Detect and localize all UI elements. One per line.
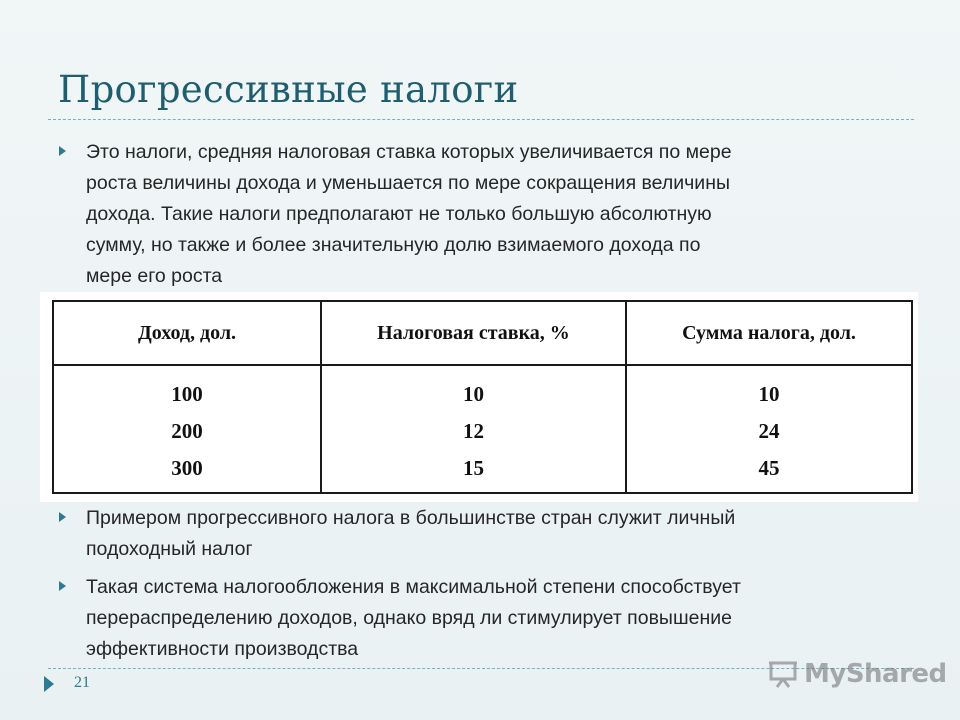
table-header-rate: Налоговая ставка, %: [377, 322, 570, 344]
bullet-line: мере его роста: [86, 265, 223, 287]
bullet-line: Это налоги, средняя налоговая ставка которых увеличивается по мере: [86, 141, 732, 163]
bullet-line: эффективности производства: [86, 638, 359, 660]
table-cell: 300: [171, 456, 203, 480]
watermark-text: MyShared: [804, 659, 947, 689]
table-cell: 12: [463, 419, 484, 443]
presentation-board-icon: [768, 660, 798, 688]
slide-title: Прогрессивные налоги: [58, 68, 519, 111]
bullet-line: Примером прогрессивного налога в большинстве стран служит личный: [86, 507, 736, 529]
watermark-logo: [768, 656, 947, 692]
bullet-arrow-icon: [59, 581, 66, 591]
table-header-income: Доход, дол.: [137, 322, 237, 344]
bullet-text: [86, 572, 912, 665]
bullet-arrow-icon: [59, 512, 66, 522]
bullet-line: сумму, но также и более значительную долю взимаемого дохода по: [86, 234, 701, 256]
bullet-line: дохода. Такие налоги предполагают не только большую абсолютную: [86, 203, 712, 225]
table-panel: [40, 292, 918, 502]
bullet-line: роста величины дохода и уменьшается по мере сокращения величины: [86, 172, 730, 194]
bullet-line: подоходный налог: [86, 538, 253, 560]
bullet-arrow-icon: [59, 146, 66, 156]
table-cell: 10: [758, 382, 780, 406]
bullet-example: [62, 503, 912, 565]
table-cell: 24: [758, 419, 780, 443]
table-cell: 10: [463, 382, 484, 406]
bullet-text: [86, 137, 912, 292]
footer-arrow-icon: [44, 676, 54, 692]
bullet-definition: [62, 137, 912, 292]
table-header-amount: Сумма налога, дол.: [682, 322, 856, 344]
table-cell: 45: [758, 456, 780, 480]
table-header-divider: [54, 364, 911, 366]
bullet-line: Такая система налогообложения в максимальной степени способствует: [86, 576, 741, 598]
bullet-text: [86, 503, 912, 565]
bullet-line: перераспределению доходов, однако вряд ли стимулирует повышение: [86, 607, 732, 629]
table-cell: 200: [171, 419, 203, 443]
title-divider: [48, 119, 914, 120]
bullet-effect: [62, 572, 912, 665]
tax-table: [52, 300, 913, 494]
table-cell: 15: [463, 456, 484, 480]
page-number: 21: [74, 674, 90, 691]
table-cell: 100: [171, 382, 203, 406]
